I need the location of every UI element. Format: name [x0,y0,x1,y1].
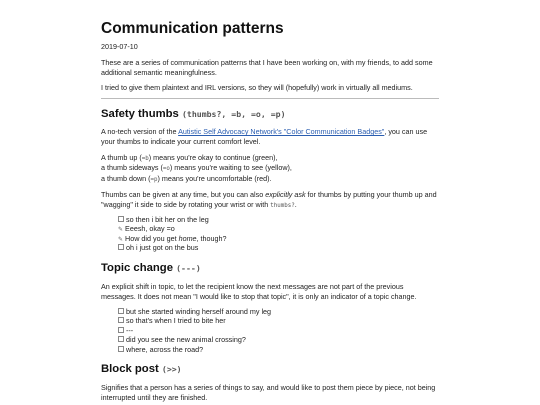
asan-badges-link[interactable]: Autistic Self Advocacy Network's "Color Communication Badges" [178,127,385,136]
list-item: ✎ How did you get home, though? [118,233,227,243]
list-item: so that's when I tried to bite her [118,316,271,325]
list-item: oh i just got on the bus [118,243,227,252]
safety-thumbs-intro: A no-tech version of the Autistic Self Advocacy Network's "Color Communication Badges", you can use your thumbs to indicate your current comfort level. [101,127,428,147]
list-item: did you see the new animal crossing? [118,335,271,344]
list-item: ✎ Eeesh, okay =o [118,224,175,234]
post-date: 2019-07-10 [101,42,138,51]
topic-change-paragraph: An explicit shift in topic, to let the recipient know the next messages are not part of the previous messages. It does not mean "I would like to stop that topic", it is only an indicator of a topic change. [101,282,417,302]
thumbs-ask-paragraph: Thumbs can be given at any time, but you can also explicitly ask for thumbs by putting your thumb up and "wagging" it side to side by rotating your wrist or with thumbs?. [101,190,437,210]
section-heading-safety-thumbs: Safety thumbs (thumbs?, =b, =o, =p) [101,108,286,120]
page-title: Communication patterns [101,20,284,37]
list-item: --- [118,326,271,335]
thumb-icon: ✎ [118,226,124,234]
divider [101,98,439,99]
checkbox-icon [118,346,124,352]
block-post-paragraph: Signifies that a person has a series of things to say, and would like to post them piece by piece, not being interrupted until they are finished. [101,383,436,403]
checkbox-icon [118,327,124,333]
thumb-meanings: A thumb up (=b) means you're okay to continue (green), a thumb sideways (=o) means you're waiting to see (yellow), a thumb down (=p) means you're uncomfortable (red). [101,153,292,183]
thumb-icon: ✎ [118,235,124,243]
checkbox-icon [118,308,124,314]
list-item: so then i bit her on the leg [118,215,227,224]
intro-paragraph-2: I tried to give them plaintext and IRL versions, so they will (hopefully) work in virtually all mediums. [101,83,413,92]
example-chat-thumbs [118,215,227,253]
section-heading-block-post: Block post (>>) [101,363,182,375]
example-chat-topic [118,307,271,354]
section-heading-topic-change: Topic change (---) [101,262,201,274]
checkbox-icon [118,244,124,250]
list-item: where, across the road? [118,345,271,354]
checkbox-icon [118,317,124,323]
intro-paragraph-1: These are a series of communication patterns that I have been working on, with my friends, to add some additional semantic meaningfulness. [101,58,433,78]
list-item: but she started winding herself around my leg [118,307,271,316]
checkbox-icon [118,216,124,222]
checkbox-icon [118,336,124,342]
